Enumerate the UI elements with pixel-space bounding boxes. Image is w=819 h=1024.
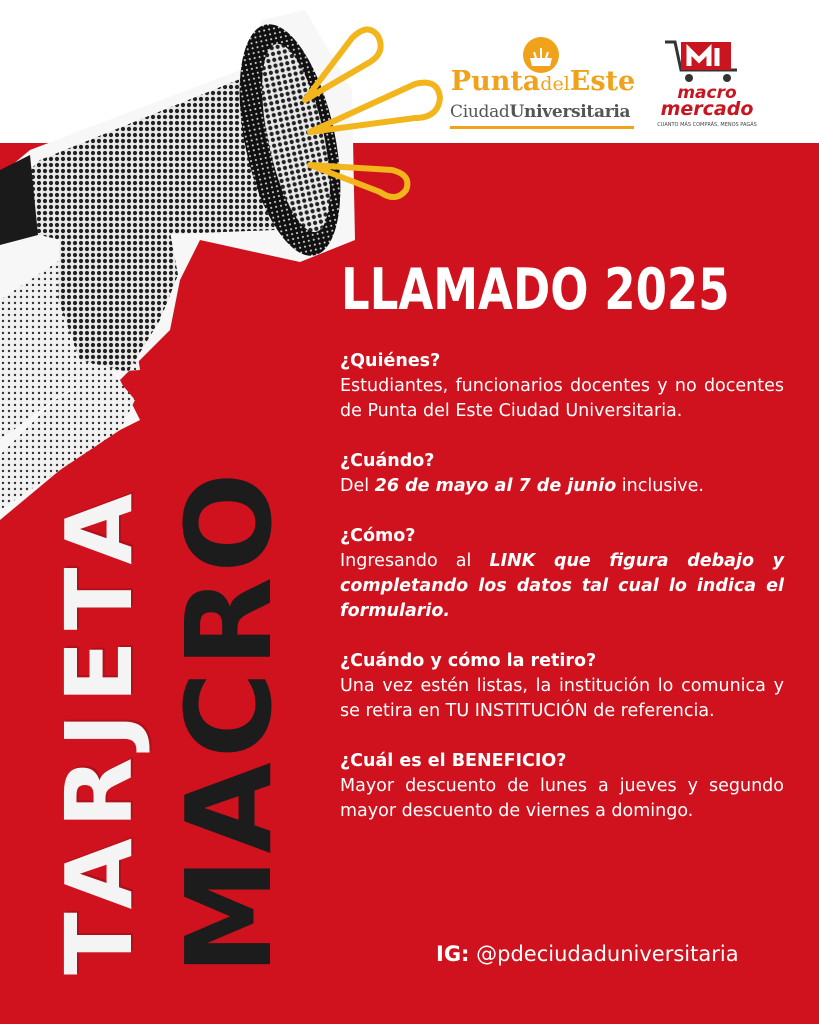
pde-subtitle [450, 102, 630, 122]
answer: Estudiantes, funcionarios docentes y no docentes de Punta del Este Ciudad Universitaria. [340, 376, 784, 421]
macro-tagline: CUANTO MÁS COMPRÁS, MENOS PAGÁS [657, 122, 757, 128]
qa-block-cuando [340, 449, 784, 499]
pde-logo [448, 36, 638, 132]
macro-line1: macro [677, 83, 737, 103]
answer: Una vez estén listas, la institución lo comunica y se retira en TU INSTITUCIÓN de referencia. [340, 676, 784, 721]
question: ¿Cuándo? [340, 451, 435, 471]
pde-sub-part2: Universitaria [509, 102, 631, 122]
headline: LLAMADO 2025 [341, 257, 730, 323]
pde-name-part3: Este [569, 66, 636, 97]
qa-block-como [340, 524, 784, 624]
vertical-title-macro: MACRO [160, 468, 298, 975]
cart-logo-icon [655, 38, 759, 84]
answer-pre: Del [340, 476, 375, 496]
answer [340, 549, 784, 624]
macro-line2: mercado [660, 98, 754, 120]
question: ¿Cómo? [340, 526, 416, 546]
qa-block-quienes [340, 349, 784, 424]
question: ¿Quiénes? [340, 351, 441, 371]
pde-sub-part1: Ciudad [450, 102, 510, 122]
pde-underline [450, 126, 634, 129]
answer-post: inclusive. [616, 476, 704, 496]
qa-block-beneficio [340, 749, 784, 824]
answer [340, 474, 784, 499]
qa-block-retiro [340, 649, 784, 724]
macro-mercado-logo [655, 38, 759, 130]
instagram-handle[interactable] [436, 942, 739, 966]
qa-section [340, 349, 784, 849]
answer-pre: Ingresando al [340, 551, 490, 571]
pde-name [448, 66, 638, 97]
answer-emphasis: 26 de mayo al 7 de junio [374, 476, 617, 496]
answer: Mayor descuento de lunes a jueves y segundo mayor descuento de viernes a domingo. [340, 776, 784, 821]
pde-name-part2: del [540, 73, 570, 95]
ig-label: IG: [436, 942, 470, 966]
question: ¿Cuál es el BENEFICIO? [340, 751, 567, 771]
question: ¿Cuándo y cómo la retiro? [340, 651, 597, 671]
vertical-title-tarjeta: TARJETA [46, 483, 153, 975]
ig-handle: @pdeciudaduniversitaria [469, 942, 739, 966]
pde-name-part1: Punta [450, 66, 541, 97]
answer-emphasis: LINK que figura debajo y completando los datos tal cual lo indica el formulario. [340, 551, 784, 621]
